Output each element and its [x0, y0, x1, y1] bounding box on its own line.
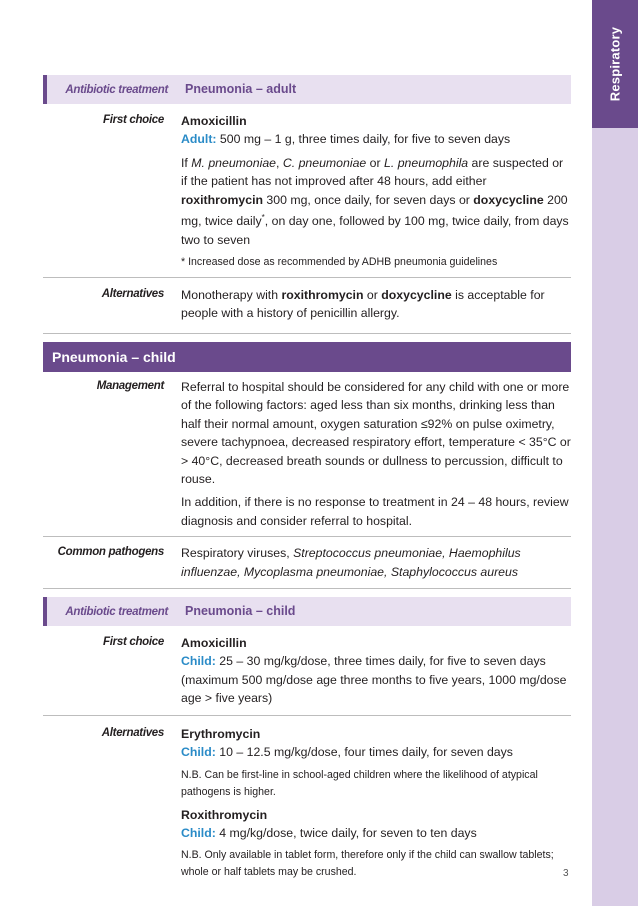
organism-l-pneumophila: L. pneumophila: [384, 155, 469, 170]
adult-pneumonia-section: [43, 75, 571, 334]
pathogens-row: [43, 537, 571, 589]
adult-header-title: Pneumonia – adult: [185, 82, 297, 97]
text-doxy-dose: 200 mg, twice daily: [181, 192, 568, 229]
management-label: Management: [96, 380, 164, 392]
drug-roxithromycin: roxithromycin: [181, 192, 263, 207]
side-tab: [592, 0, 638, 906]
adult-alternatives-content: [173, 286, 571, 323]
adult-first-choice-label: First choice: [103, 114, 164, 126]
page-number: 3: [563, 868, 569, 879]
child-dose-line: [181, 652, 571, 707]
child-header-title: Pneumonia – child: [185, 604, 296, 619]
child-header-row: [43, 597, 571, 626]
text-if: If: [181, 155, 192, 170]
text-acceptable: is acceptable for people with a history of penicillin allergy.: [181, 287, 545, 321]
child-dose-text: 25 – 30 mg/kg/dose, three times daily, for five to seven days (maximum 500 mg/dose age three months to five years, 1000 mg/dose age > five years): [181, 654, 567, 706]
organism-m-pneumoniae: M. pneumoniae: [191, 155, 277, 170]
adult-dose-text: 500 mg – 1 g, three times daily, for five to seven days: [216, 132, 511, 147]
child-first-choice-content: [173, 634, 571, 708]
erythromycin-note: N.B. Can be first-line in school-aged children where the likelihood of atypical pathogens is higher.: [181, 768, 538, 798]
child-header-label: Antibiotic treatment: [65, 605, 168, 618]
adult-alternatives-row: [43, 278, 571, 334]
text-or: or: [366, 155, 385, 170]
child-first-choice-label: First choice: [103, 636, 164, 649]
side-tab-label: Respiratory: [607, 26, 623, 102]
child-drug-amoxicillin: Amoxicillin: [181, 636, 247, 651]
child-pneumonia-section: [43, 342, 571, 881]
text-respiratory-viruses: Respiratory viruses,: [181, 546, 294, 561]
erythromycin-dose-line: [181, 743, 571, 761]
side-tab-highlight: [592, 0, 638, 128]
adult-dose-prefix: Adult:: [181, 132, 217, 147]
adult-header-label: Antibiotic treatment: [65, 83, 168, 96]
roxithromycin-dose-text: 4 mg/kg/dose, twice daily, for seven to ten days: [215, 825, 477, 840]
alt-drug-doxycycline: doxycycline: [381, 287, 452, 302]
adult-first-choice-content: [173, 112, 571, 271]
management-content: [173, 378, 571, 530]
erythromycin-dose-prefix: Child:: [181, 745, 216, 760]
text-roxi-dose: 300 mg, once daily, for seven days or: [263, 192, 474, 207]
organism-c-pneumoniae: C. pneumoniae: [282, 155, 367, 170]
management-paragraph-1: Referral to hospital should be considered for any child with one or more of the following factors: aged less than six months, drinking less than half their normal amount, oxygen saturation ≤92% on pulse oximetry, severe tachypnoea, decreased respiratory effort, temperature < 35°C or > 40°C, decreased breath sounds or dullness to percussion, difficult to rouse.: [181, 380, 571, 487]
child-alternatives-row: [43, 716, 571, 882]
pathogens-label: Common pathogens: [57, 546, 164, 559]
adult-footnote: * Increased dose as recommended by ADHB pneumonia guidelines: [181, 255, 498, 268]
alt-drug-roxithromycin-child: Roxithromycin: [181, 807, 268, 822]
pathogen-list: Streptococcus pneumoniae, Haemophilus influenzae, Mycoplasma pneumoniae, Staphylococcus aureus: [181, 546, 521, 579]
adult-atypical-paragraph: [181, 154, 571, 249]
adult-alternatives-label: Alternatives: [101, 287, 164, 300]
child-alternatives-label: Alternatives: [101, 726, 164, 739]
child-alternatives-content: [173, 725, 571, 882]
drug-doxycycline: doxycycline: [473, 192, 544, 207]
text-monotherapy: Monotherapy with: [181, 287, 282, 302]
text-suspected: are suspected or if the patient has not improved after 48 hours, add either: [181, 155, 564, 189]
text-comma: ,: [276, 155, 283, 170]
adult-header-row: [43, 75, 571, 104]
text-or: or: [363, 287, 382, 302]
roxithromycin-dose-prefix: Child:: [181, 825, 216, 840]
erythromycin-dose-text: 10 – 12.5 mg/kg/dose, four times daily, for seven days: [215, 745, 513, 760]
adult-drug-amoxicillin: Amoxicillin: [181, 114, 247, 128]
child-banner: Pneumonia – child: [43, 342, 571, 372]
alt-drug-erythromycin: Erythromycin: [181, 726, 261, 741]
child-dose-prefix: Child:: [181, 654, 216, 669]
footnote-marker: *: [261, 213, 265, 223]
pathogens-content: [173, 544, 571, 581]
roxithromycin-dose-line: [181, 824, 571, 842]
alt-drug-roxithromycin: roxithromycin: [281, 287, 364, 302]
management-paragraph-2: In addition, if there is no response to treatment in 24 – 48 hours, review diagnosis and consider referral to hospital.: [181, 495, 569, 528]
adult-dose-line: [181, 130, 571, 148]
child-first-choice-row: [43, 626, 571, 716]
adult-first-choice-row: [43, 104, 571, 278]
text-doxy-schedule: , on day one, followed by 100 mg, twice daily, from days two to seven: [181, 214, 569, 247]
management-row: [43, 372, 571, 537]
roxithromycin-note: N.B. Only available in tablet form, therefore only if the child can swallow tablets; whole or half tablets may be crushed.: [181, 849, 554, 879]
